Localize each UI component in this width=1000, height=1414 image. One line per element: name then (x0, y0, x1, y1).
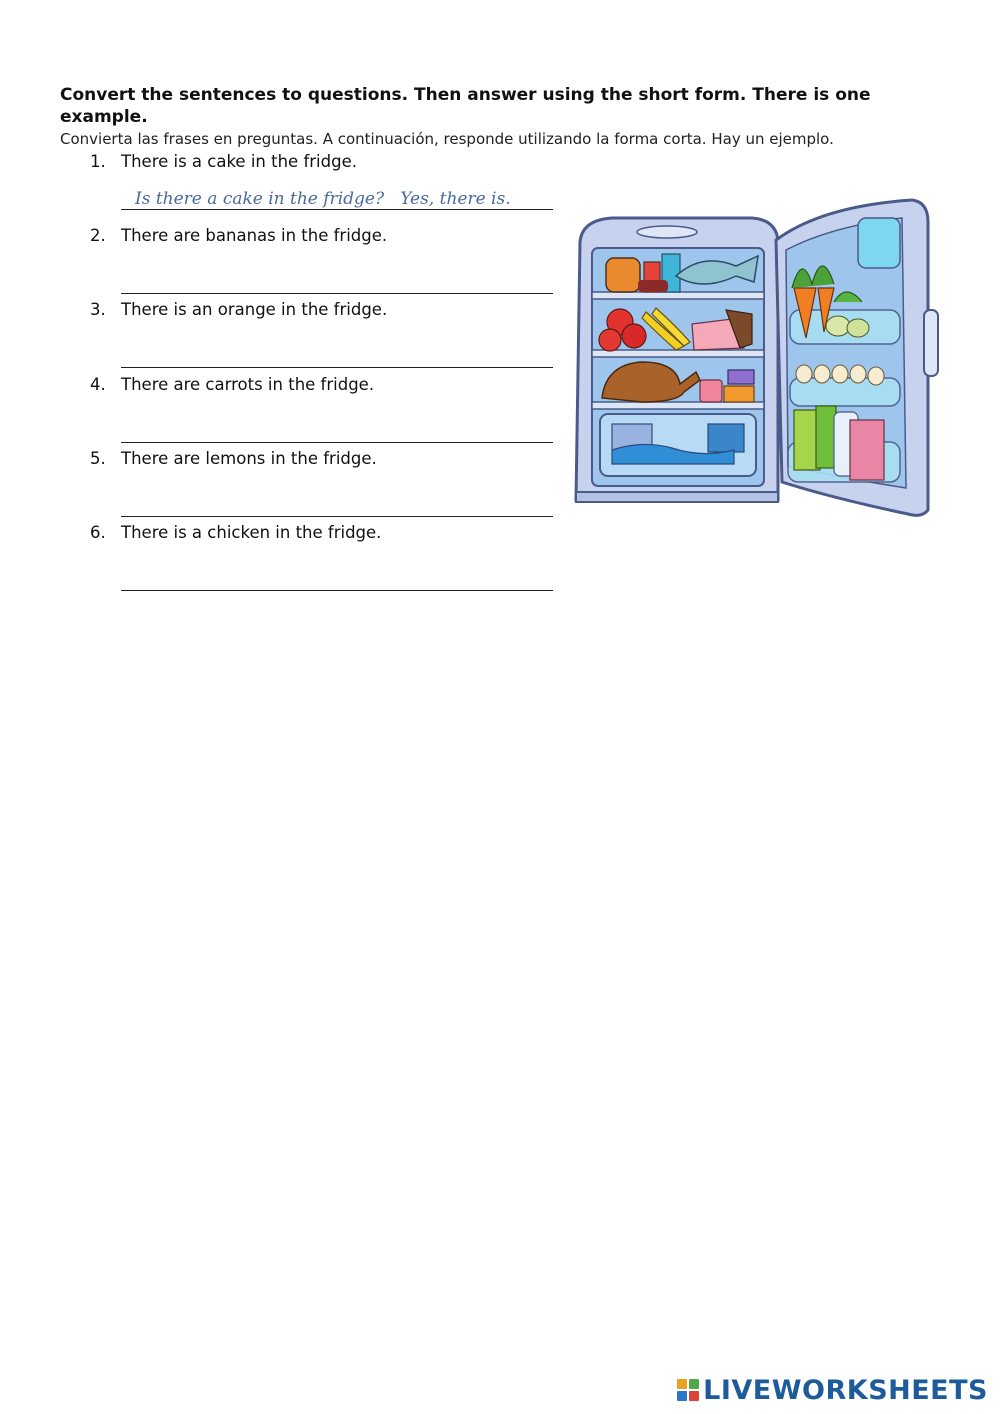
question-sentence: There is an orange in the fridge. (121, 300, 388, 320)
answer-input-5[interactable] (121, 489, 553, 517)
instructions (60, 84, 940, 150)
answer-input-4[interactable] (121, 415, 553, 443)
question-sentence: There is a chicken in the fridge. (121, 522, 382, 542)
example-answer: Is there a cake in the fridge? Yes, there is. (121, 184, 553, 210)
question-item-6 (88, 521, 558, 595)
liveworksheets-logo (677, 1374, 988, 1406)
question-number: 5. (90, 448, 106, 468)
question-item-2 (88, 224, 558, 298)
answer-input-2[interactable] (121, 266, 553, 294)
answer-input-6[interactable] (121, 563, 553, 591)
brand-name: LIVEWORKSHEETS (703, 1374, 988, 1406)
question-sentence: There is a cake in the fridge. (121, 152, 357, 171)
question-sentence: There are lemons in the fridge. (121, 448, 377, 468)
instructions-spanish: Convierta las frases en preguntas. A continuación, responde utilizando la forma corta. Hay un ejemplo. (60, 130, 834, 148)
question-item-4 (88, 373, 558, 447)
question-number: 6. (90, 522, 106, 542)
question-item-3 (88, 298, 558, 372)
question-sentence: There are carrots in the fridge. (121, 374, 375, 394)
question-number: 4. (90, 374, 106, 394)
answer-input-3[interactable] (121, 340, 553, 368)
question-number: 1. (90, 152, 106, 171)
question-sentence: There are bananas in the fridge. (121, 226, 388, 246)
question-item-1 (88, 150, 558, 224)
question-number: 3. (90, 300, 106, 320)
brand-mark-icon (677, 1379, 699, 1401)
question-list (88, 150, 558, 595)
instructions-english: Convert the sentences to questions. Then answer using the short form. There is one example. (60, 85, 871, 127)
question-number: 2. (90, 226, 106, 246)
open-fridge-icon (572, 192, 942, 522)
question-item-5 (88, 447, 558, 521)
